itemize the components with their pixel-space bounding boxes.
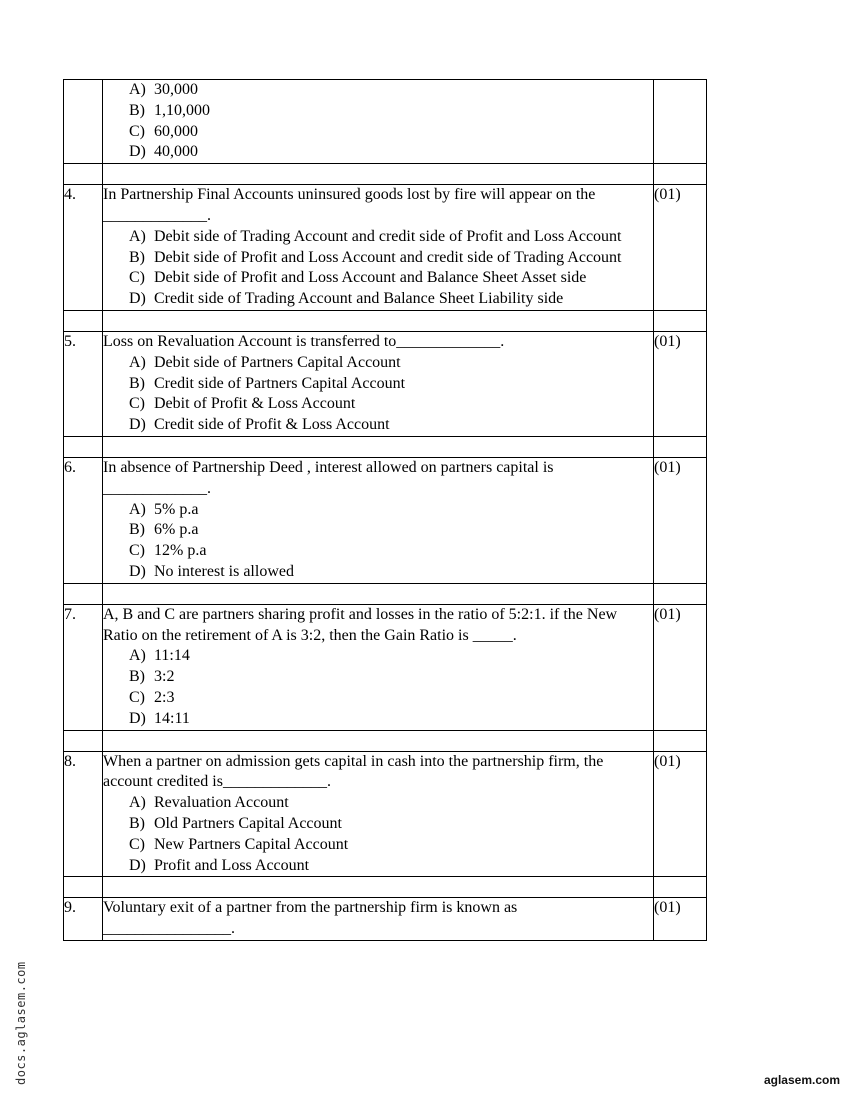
option-label: C): [129, 269, 145, 287]
option-item: [129, 101, 653, 122]
option-label: A): [129, 353, 146, 371]
spacer-cell: [64, 730, 103, 751]
question-row: [64, 604, 707, 730]
option-text: 30,000: [154, 81, 198, 98]
question-body: [103, 898, 654, 941]
option-list: [103, 500, 653, 583]
question-number: 8.: [64, 751, 103, 877]
spacer-cell: [64, 164, 103, 185]
option-label: C): [129, 835, 145, 853]
question-number: [64, 80, 103, 164]
question-number: 6.: [64, 457, 103, 583]
option-label: D): [129, 856, 146, 874]
spacer-cell: [103, 436, 654, 457]
spacer-cell: [103, 310, 654, 331]
question-row: [64, 751, 707, 877]
option-text: Profit and Loss Account: [154, 856, 310, 874]
question-text: When a partner on admission gets capital in cash into the partnership firm, the account credited is_____________.: [103, 752, 604, 791]
option-label: A): [129, 794, 146, 812]
question-text: Voluntary exit of a partner from the partnership firm is known as ________________.: [103, 899, 518, 938]
question-body: [103, 604, 654, 730]
option-label: A): [129, 227, 146, 245]
option-item: [129, 520, 653, 541]
option-text: Credit side of Profit & Loss Account: [154, 416, 390, 434]
spacer-cell: [103, 583, 654, 604]
option-label: B): [129, 248, 145, 266]
spacer-cell: [64, 310, 103, 331]
option-text: Revaluation Account: [154, 794, 289, 812]
option-list: [103, 793, 653, 876]
option-list: [103, 80, 653, 163]
option-item: [129, 248, 653, 269]
option-text: 2:3: [154, 688, 175, 706]
spacer-cell: [64, 877, 103, 898]
option-item: [129, 835, 653, 856]
option-text: Credit side of Partners Capital Account: [154, 374, 406, 392]
option-label: D): [129, 416, 146, 434]
question-body: [103, 751, 654, 877]
option-text: 14:11: [154, 709, 190, 727]
option-text: 60,000: [154, 122, 198, 140]
question-number: 9.: [64, 898, 103, 941]
option-text: Credit side of Trading Account and Balance Sheet Liability side: [154, 290, 564, 308]
question-number: 5.: [64, 331, 103, 436]
question-text: In absence of Partnership Deed , interest allowed on partners capital is _____________.: [103, 458, 554, 497]
question-marks: [654, 80, 707, 164]
option-list: [103, 227, 653, 310]
question-body: [103, 331, 654, 436]
option-label: A): [129, 81, 146, 98]
spacer-cell: [654, 164, 707, 185]
option-item: [129, 268, 653, 289]
question-marks: (01): [654, 331, 707, 436]
option-label: D): [129, 562, 146, 580]
question-text: In Partnership Final Accounts uninsured goods lost by fire will appear on the _____________.: [103, 186, 596, 224]
question-row-continued: [64, 80, 707, 164]
option-item: [129, 500, 653, 521]
option-label: D): [129, 143, 146, 161]
spacer-row: [64, 877, 707, 898]
question-text: A, B and C are partners sharing profit and losses in the ratio of 5:2:1. if the New Ratio on the retirement of A is 3:2, then the Gain Ratio is _____.: [103, 605, 618, 644]
option-label: D): [129, 290, 146, 308]
question-body: [103, 80, 654, 164]
question-text: Loss on Revaluation Account is transferred to_____________.: [103, 332, 505, 350]
option-text: 40,000: [154, 143, 198, 161]
option-text: 3:2: [154, 668, 175, 686]
option-label: D): [129, 709, 146, 727]
spacer-row: [64, 583, 707, 604]
option-label: B): [129, 374, 145, 392]
option-item: [129, 562, 653, 583]
option-item: [129, 856, 653, 877]
option-text: 11:14: [154, 647, 190, 665]
option-item: [129, 814, 653, 835]
spacer-cell: [64, 583, 103, 604]
question-row: [64, 185, 707, 311]
option-text: 5% p.a: [154, 500, 199, 518]
spacer-cell: [103, 730, 654, 751]
option-text: 6% p.a: [154, 521, 199, 539]
spacer-row: [64, 730, 707, 751]
option-item: [129, 353, 653, 374]
option-text: Debit side of Partners Capital Account: [154, 353, 401, 371]
question-marks: (01): [654, 751, 707, 877]
question-number: 7.: [64, 604, 103, 730]
question-body: [103, 185, 654, 311]
option-label: B): [129, 101, 145, 119]
spacer-row: [64, 310, 707, 331]
spacer-row: [64, 164, 707, 185]
option-item: [129, 793, 653, 814]
spacer-cell: [103, 164, 654, 185]
option-label: B): [129, 668, 145, 686]
question-marks: (01): [654, 185, 707, 311]
option-list: [103, 646, 653, 729]
option-text: Debit side of Profit and Loss Account and Balance Sheet Asset side: [154, 269, 587, 287]
option-item: [129, 374, 653, 395]
option-label: A): [129, 500, 146, 518]
option-label: C): [129, 122, 145, 140]
option-text: No interest is allowed: [154, 562, 294, 580]
option-item: [129, 227, 653, 248]
option-label: B): [129, 814, 145, 832]
option-label: C): [129, 688, 145, 706]
question-row: [64, 457, 707, 583]
option-text: Debit of Profit & Loss Account: [154, 395, 356, 413]
option-list: [103, 353, 653, 436]
spacer-cell: [64, 436, 103, 457]
option-label: C): [129, 395, 145, 413]
option-label: C): [129, 542, 145, 560]
spacer-row: [64, 436, 707, 457]
question-table: [63, 79, 707, 941]
option-item: [129, 142, 653, 163]
option-item: [129, 415, 653, 436]
option-item: [129, 80, 653, 101]
question-marks: (01): [654, 457, 707, 583]
option-text: Debit side of Trading Account and credit side of Profit and Loss Account: [154, 227, 622, 245]
option-label: A): [129, 647, 146, 665]
option-text: 12% p.a: [154, 542, 207, 560]
option-item: [129, 122, 653, 143]
spacer-cell: [654, 730, 707, 751]
option-item: [129, 667, 653, 688]
option-item: [129, 688, 653, 709]
option-item: [129, 709, 653, 730]
question-row: [64, 898, 707, 941]
option-text: 1,10,000: [154, 101, 210, 119]
option-item: [129, 541, 653, 562]
spacer-cell: [654, 583, 707, 604]
spacer-cell: [654, 436, 707, 457]
question-marks: (01): [654, 898, 707, 941]
spacer-cell: [103, 877, 654, 898]
side-watermark: docs.aglasem.com: [14, 961, 28, 1085]
option-item: [129, 289, 653, 310]
footer-site-name: aglasem.com: [763, 1073, 840, 1087]
option-item: [129, 646, 653, 667]
spacer-cell: [654, 310, 707, 331]
question-marks: (01): [654, 604, 707, 730]
option-text: Old Partners Capital Account: [154, 814, 342, 832]
option-text: Debit side of Profit and Loss Account and credit side of Trading Account: [154, 248, 622, 266]
option-item: [129, 394, 653, 415]
spacer-cell: [654, 877, 707, 898]
question-body: [103, 457, 654, 583]
question-number: 4.: [64, 185, 103, 311]
option-text: New Partners Capital Account: [154, 835, 349, 853]
option-label: B): [129, 521, 145, 539]
question-row: [64, 331, 707, 436]
